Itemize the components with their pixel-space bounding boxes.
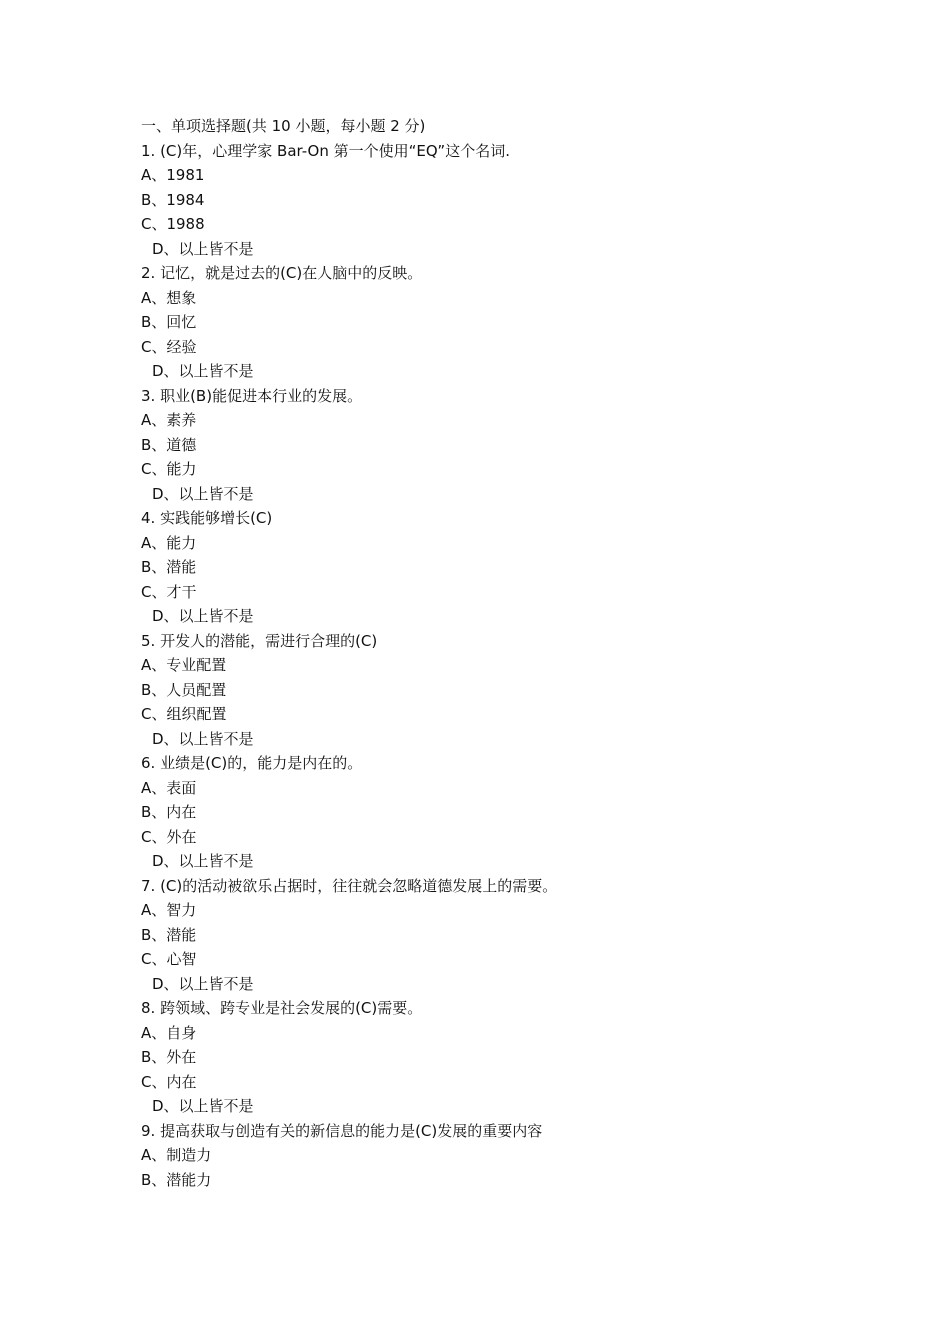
option-a: A、专业配置 bbox=[141, 656, 227, 674]
option-c: C、1988 bbox=[141, 215, 205, 233]
question-stem: 4. 实践能够增长(C) bbox=[141, 509, 273, 527]
option-b: B、人员配置 bbox=[141, 680, 227, 699]
question-9 bbox=[141, 1119, 841, 1193]
question-3 bbox=[141, 384, 841, 507]
question-stem: 7. (C)的活动被欲乐占据时，往往就会忽略道德发展上的需要。 bbox=[141, 876, 558, 895]
section-title: 一、单项选择题(共 10 小题，每小题 2 分) bbox=[141, 117, 426, 135]
option-c: C、组织配置 bbox=[141, 705, 227, 723]
option-b: B、潜能 bbox=[141, 925, 197, 944]
option-a: A、制造力 bbox=[141, 1146, 212, 1164]
option-d: D、以上皆不是 bbox=[152, 852, 254, 870]
option-c: C、外在 bbox=[141, 827, 197, 846]
question-stem: 5. 开发人的潜能，需进行合理的(C) bbox=[141, 631, 378, 650]
option-a: A、想象 bbox=[141, 288, 197, 307]
option-a: A、素养 bbox=[141, 411, 197, 429]
option-b: B、内在 bbox=[141, 803, 197, 821]
document-content bbox=[141, 114, 841, 1192]
option-a: A、能力 bbox=[141, 533, 197, 552]
question-1 bbox=[141, 139, 841, 262]
option-d: D、以上皆不是 bbox=[152, 974, 254, 993]
question-4 bbox=[141, 506, 841, 629]
option-a: A、智力 bbox=[141, 901, 197, 919]
option-b: B、潜能 bbox=[141, 558, 197, 576]
option-c: C、经验 bbox=[141, 337, 197, 356]
option-b: B、潜能力 bbox=[141, 1170, 212, 1189]
option-c: C、才干 bbox=[141, 582, 197, 601]
option-b: B、外在 bbox=[141, 1048, 197, 1066]
question-7 bbox=[141, 874, 841, 997]
option-b: B、1984 bbox=[141, 190, 205, 209]
question-6 bbox=[141, 751, 841, 874]
option-d: D、以上皆不是 bbox=[152, 362, 254, 380]
option-a: A、表面 bbox=[141, 778, 197, 797]
question-stem: 8. 跨领域、跨专业是社会发展的(C)需要。 bbox=[141, 999, 423, 1017]
option-a: A、1981 bbox=[141, 166, 205, 184]
option-d: D、以上皆不是 bbox=[152, 729, 254, 748]
option-d: D、以上皆不是 bbox=[152, 1097, 254, 1115]
option-c: C、能力 bbox=[141, 460, 197, 478]
question-5 bbox=[141, 629, 841, 752]
option-d: D、以上皆不是 bbox=[152, 484, 254, 503]
question-stem: 6. 业绩是(C)的，能力是内在的。 bbox=[141, 754, 363, 772]
option-d: D、以上皆不是 bbox=[152, 239, 254, 258]
option-d: D、以上皆不是 bbox=[152, 607, 254, 625]
question-8 bbox=[141, 996, 841, 1119]
option-a: A、自身 bbox=[141, 1023, 197, 1042]
option-b: B、回忆 bbox=[141, 313, 197, 331]
question-2 bbox=[141, 261, 841, 384]
question-stem: 2. 记忆，就是过去的(C)在人脑中的反映。 bbox=[141, 264, 423, 282]
option-b: B、道德 bbox=[141, 435, 197, 454]
question-stem: 3. 职业(B)能促进本行业的发展。 bbox=[141, 386, 363, 405]
question-stem: 9. 提高获取与创造有关的新信息的能力是(C)发展的重要内容 bbox=[141, 1121, 543, 1140]
option-c: C、心智 bbox=[141, 950, 197, 968]
question-stem: 1. (C)年，心理学家 Bar-On 第一个使用“EQ”这个名词. bbox=[141, 141, 510, 160]
option-c: C、内在 bbox=[141, 1072, 197, 1091]
